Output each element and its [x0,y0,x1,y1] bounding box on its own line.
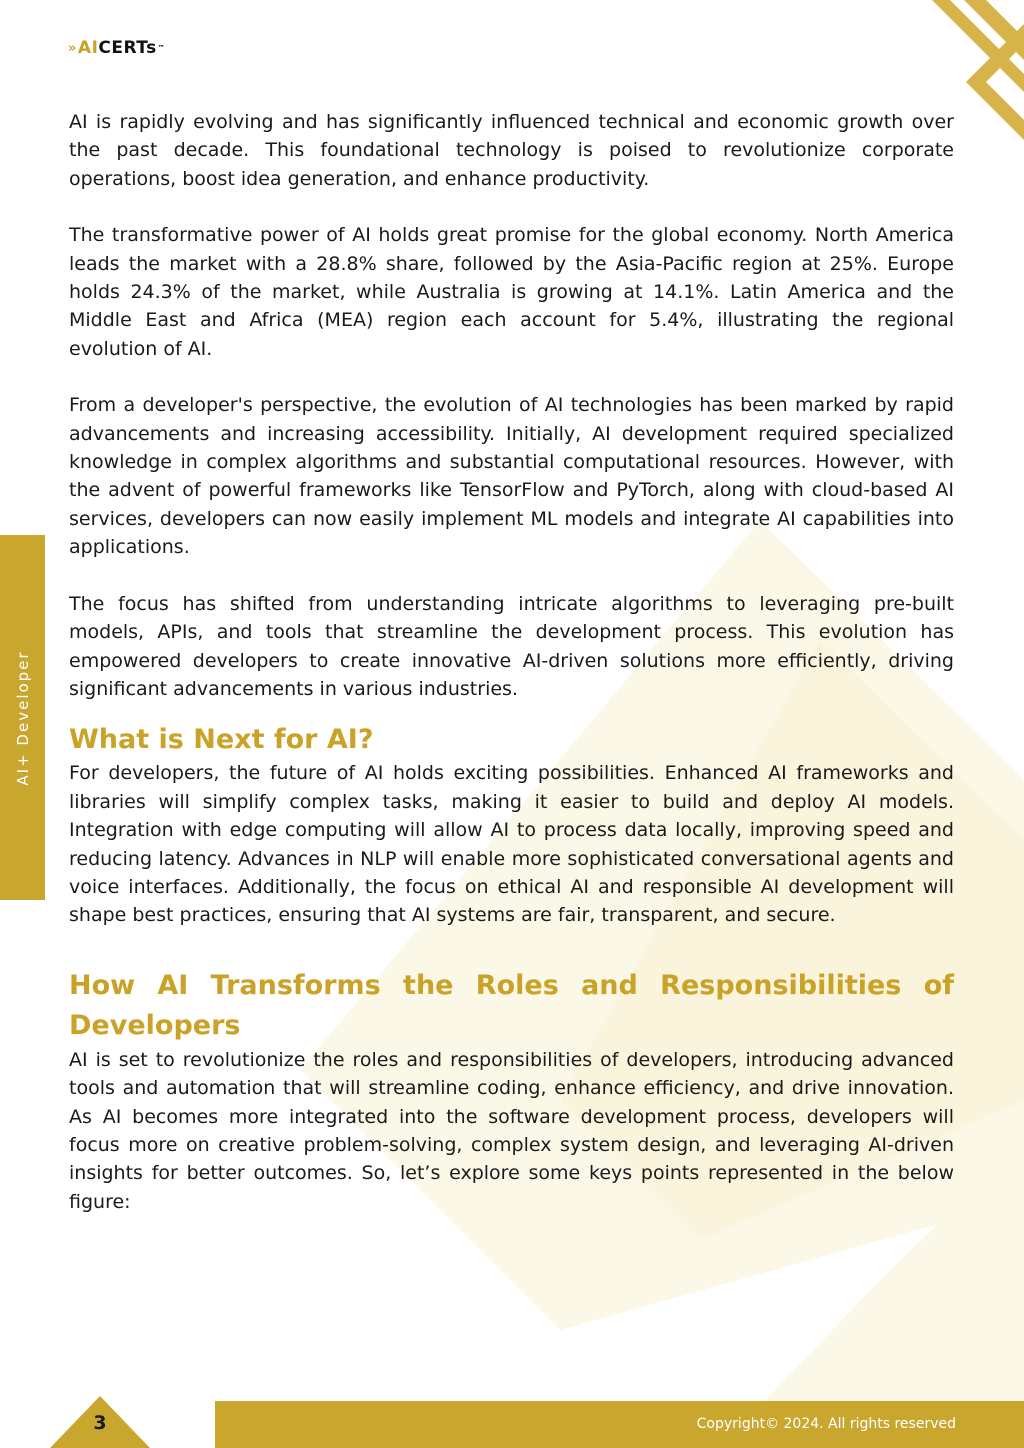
course-side-tab [0,535,45,900]
section-heading-roles: How AI Transforms the Roles and Responsibilities of Developers [69,969,954,1041]
copyright-text: Copyright© 2024. All rights reserved [696,1416,956,1432]
aicerts-logo [68,38,165,58]
logo-trademark: ™ [157,44,166,52]
logo-certs-text: CERTs [98,38,157,58]
page-number: 3 [93,1412,107,1434]
course-side-label: AI+ Developer [13,649,32,786]
footer-bar [215,1401,1024,1448]
market-share-paragraph: The transformative power of AI holds great promise for the global economy. North America leads the market with a 28.8% share, followed by the Asia-Pacific region at 25%. Europe holds 24.3% of the market, while Australia is growing at 14.1%. Latin America and the Middle East and Africa (MEA) region each account for 5.4%, illustrating the regional evolution of AI. [69,224,954,360]
focus-shift-paragraph: The focus has shifted from understanding intricate algorithms to leveraging pre-built models, APIs, and tools that streamline the development process. This evolution has empowered developers to create innovative AI-driven solutions more efficiently, driving significant advancements in various industries. [69,592,954,700]
developer-perspective-paragraph: From a developer's perspective, the evolution of AI technologies has been marked by rapid advancements and increasing accessibility. Initially, AI development required specialized knowledge in complex algorithms and substantial computational resources. However, with the advent of powerful frameworks like TensorFlow and PyTorch, along with cloud-based AI services, developers can now easily implement ML models and integrate AI capabilities into applications. [69,394,954,559]
logo-chevron-icon: » [68,40,77,56]
section-heading-next-for-ai: What is Next for AI? [69,724,374,756]
intro-paragraph: AI is rapidly evolving and has significantly influenced technical and economic growth over the past decade. This foundational technology is poised to revolutionize corporate operations, boost idea generation, and enhance productivity. [69,111,954,190]
main-content [69,108,954,1216]
next-for-ai-paragraph: For developers, the future of AI holds exciting possibilities. Enhanced AI frameworks and libraries will simplify complex tasks, making it easier to build and deploy AI models. Integration with edge computing will allow AI to process data locally, improving speed and reducing latency. Advances in NLP will enable more sophisticated conversational agents and voice interfaces. Additionally, the focus on ethical AI and responsible AI development will shape best practices, ensuring that AI systems are fair, transparent, and secure. [69,762,954,927]
logo-ai-text: AI [77,38,99,58]
roles-paragraph: AI is set to revolutionize the roles and responsibilities of developers, introducing advanced tools and automation that will streamline coding, enhance efficiency, and drive innovation. As AI becomes more integrated into the software development process, developers will focus more on creative problem-solving, complex system design, and leveraging AI-driven insights for better outcomes. So, let’s explore some keys points represented in the below figure: [69,1048,954,1213]
